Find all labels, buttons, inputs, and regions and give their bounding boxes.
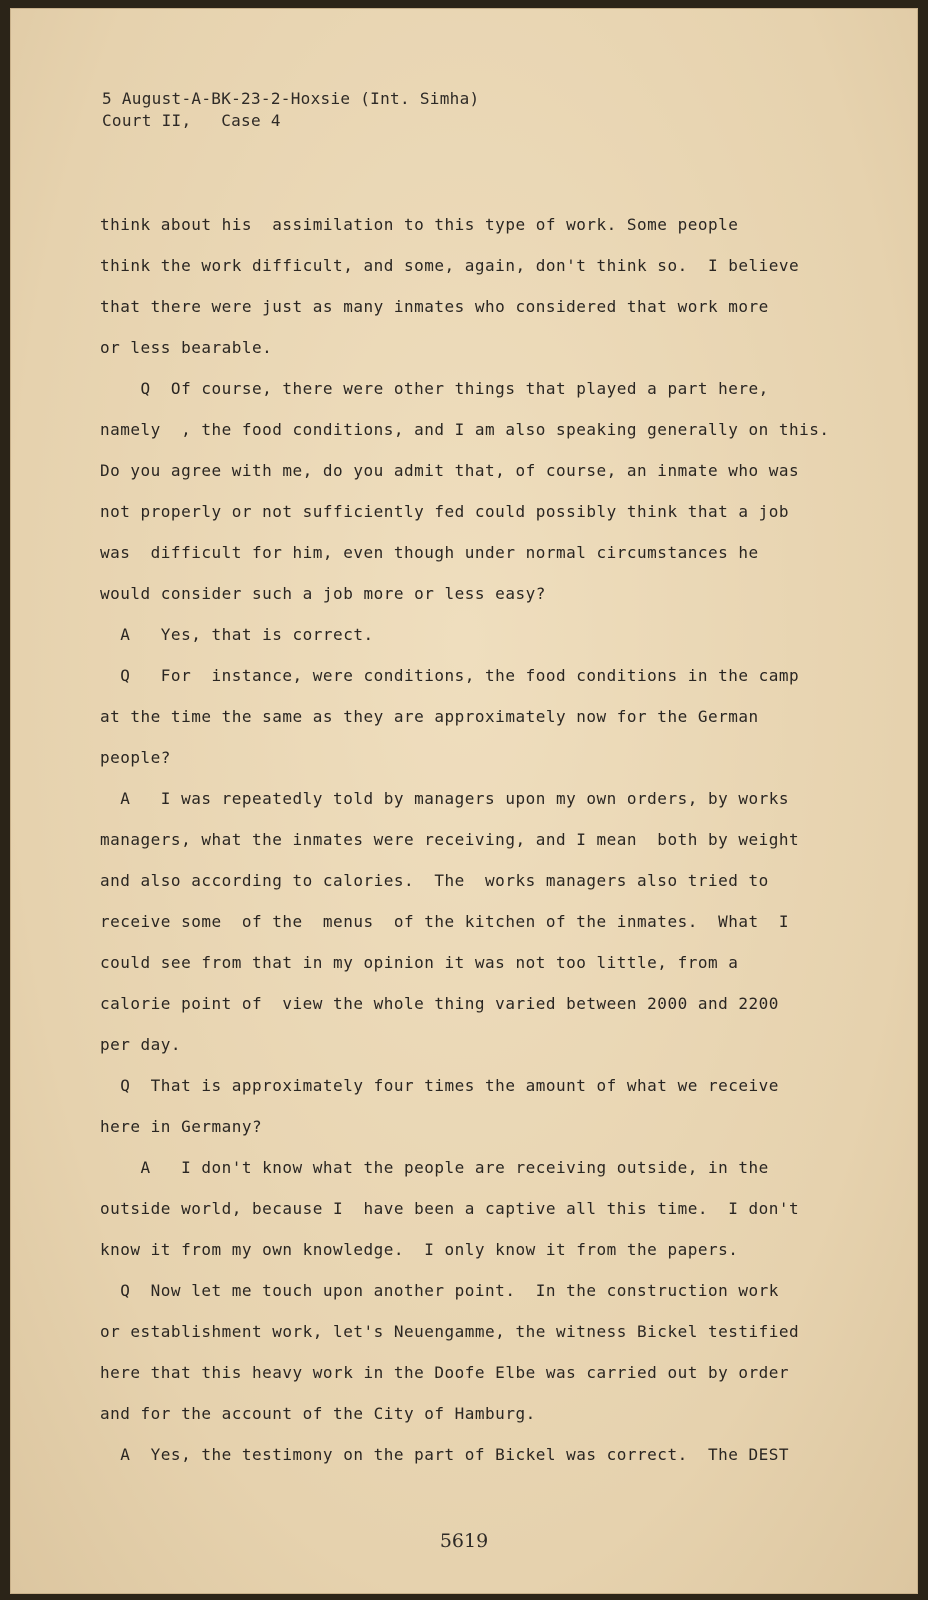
paragraph-question-conditions bbox=[100, 655, 840, 778]
text-line: here in Germany? bbox=[100, 1117, 263, 1136]
document-header bbox=[102, 88, 479, 132]
text-line: namely , the food conditions, and I am also speaking generally on this. bbox=[100, 420, 830, 439]
text-line: A I don't know what the people are receiving outside, in the bbox=[100, 1158, 769, 1177]
text-line: not properly or not sufficiently fed could possibly think that a job bbox=[100, 502, 790, 521]
header-court-case-line: Court II, Case 4 bbox=[102, 111, 281, 130]
paragraph-question-germany bbox=[100, 1065, 840, 1147]
text-line: A Yes, the testimony on the part of Bickel was correct. The DEST bbox=[100, 1445, 790, 1464]
text-line: receive some of the menus of the kitchen of the inmates. What I bbox=[100, 912, 790, 931]
paragraph-answer-bickel bbox=[100, 1434, 840, 1475]
text-line: and also according to calories. The works managers also tried to bbox=[100, 871, 769, 890]
text-line: Q That is approximately four times the amount of what we receive bbox=[100, 1076, 779, 1095]
paragraph-question-construction bbox=[100, 1270, 840, 1434]
text-line: think the work difficult, and some, again, don't think so. I believe bbox=[100, 256, 800, 275]
text-line: people? bbox=[100, 748, 171, 767]
text-line: A Yes, that is correct. bbox=[100, 625, 374, 644]
text-line: Q For instance, were conditions, the food conditions in the camp bbox=[100, 666, 800, 685]
text-line: A I was repeatedly told by managers upon my own orders, by works bbox=[100, 789, 790, 808]
paragraph-question-food bbox=[100, 368, 840, 614]
document-page bbox=[10, 8, 918, 1594]
paragraph-answer-calories bbox=[100, 778, 840, 1065]
text-line: per day. bbox=[100, 1035, 182, 1054]
text-line: would consider such a job more or less easy? bbox=[100, 584, 546, 603]
paragraph-answer-captive bbox=[100, 1147, 840, 1270]
text-line: was difficult for him, even though under normal circumstances he bbox=[100, 543, 759, 562]
text-line: Q Of course, there were other things that played a part here, bbox=[100, 379, 769, 398]
text-line: managers, what the inmates were receiving, and I mean both by weight bbox=[100, 830, 800, 849]
text-line: Q Now let me touch upon another point. In the construction work bbox=[100, 1281, 779, 1300]
text-line: calorie point of view the whole thing varied between 2000 and 2200 bbox=[100, 994, 779, 1013]
text-line: could see from that in my opinion it was not too little, from a bbox=[100, 953, 739, 972]
text-line: or less bearable. bbox=[100, 338, 273, 357]
paragraph-answer-continuation bbox=[100, 204, 840, 368]
text-line: or establishment work, let's Neuengamme, the witness Bickel testified bbox=[100, 1322, 800, 1341]
text-line: that there were just as many inmates who considered that work more bbox=[100, 297, 769, 316]
page-number: 5619 bbox=[439, 1530, 489, 1552]
text-line: know it from my own knowledge. I only know it from the papers. bbox=[100, 1240, 739, 1259]
paragraph-answer-correct bbox=[100, 614, 840, 655]
text-line: and for the account of the City of Hamburg. bbox=[100, 1404, 536, 1423]
header-session-line: 5 August-A-BK-23-2-Hoxsie (Int. Simha) bbox=[102, 89, 480, 108]
text-line: Do you agree with me, do you admit that, of course, an inmate who was bbox=[100, 461, 800, 480]
text-line: at the time the same as they are approximately now for the German bbox=[100, 707, 759, 726]
text-line: here that this heavy work in the Doofe Elbe was carried out by order bbox=[100, 1363, 790, 1382]
text-line: think about his assimilation to this type of work. Some people bbox=[100, 215, 739, 234]
text-line: outside world, because I have been a captive all this time. I don't bbox=[100, 1199, 800, 1218]
